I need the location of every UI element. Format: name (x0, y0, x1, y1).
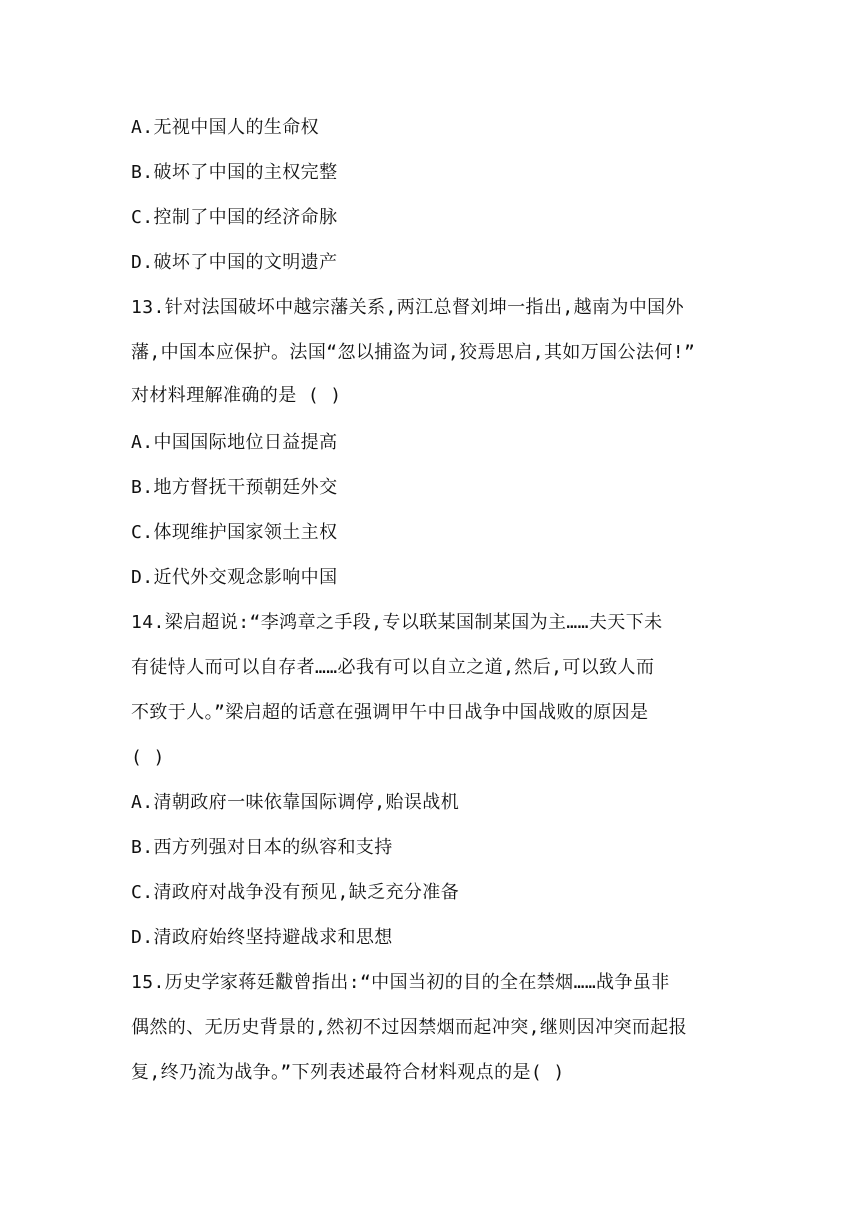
q13-stem-line-3: 对材料理解准确的是 ( ) (131, 385, 342, 406)
q12-option-d: D.破坏了中国的文明遗产 (131, 252, 338, 273)
q14-option-a: A.清朝政府一味依靠国际调停,贻误战机 (131, 792, 460, 813)
q14-option-b: B.西方列强对日本的纵容和支持 (131, 837, 393, 858)
q14-stem-line-2: 有徒恃人而可以自存者……必我有可以自立之道,然后,可以致人而 (131, 657, 655, 678)
q15-stem-line-1: 15.历史学家蒋廷黻曾指出:“中国当初的目的全在禁烟……战争虽非 (131, 972, 670, 993)
q12-option-a: A.无视中国人的生命权 (131, 117, 320, 138)
q13-option-c: C.体现维护国家领土主权 (131, 522, 338, 543)
q15-stem-line-2: 偶然的、无历史背景的,然初不过因禁烟而起冲突,继则因冲突而起报 (131, 1017, 688, 1038)
q12-option-c: C.控制了中国的经济命脉 (131, 207, 338, 228)
q14-stem-line-1: 14.梁启超说:“李鸿章之手段,专以联某国制某国为主……夫天下未 (131, 612, 663, 633)
q14-option-c: C.清政府对战争没有预见,缺乏充分准备 (131, 882, 460, 903)
q13-stem-line-2: 藩,中国本应保护。法国“忽以捕盗为词,狡焉思启,其如万国公法何!” (131, 342, 696, 363)
q13-stem-line-1: 13.针对法国破坏中越宗藩关系,两江总督刘坤一指出,越南为中国外 (131, 297, 684, 318)
q13-option-a: A.中国国际地位日益提高 (131, 432, 338, 453)
q13-option-d: D.近代外交观念影响中国 (131, 567, 338, 588)
q14-option-d: D.清政府始终坚持避战求和思想 (131, 927, 393, 948)
q14-stem-line-3: 不致于人。”梁启超的话意在强调甲午中日战争中国战败的原因是 (131, 702, 649, 723)
q14-stem-line-4: ( ) (131, 747, 165, 768)
q15-stem-line-3: 复,终乃流为战争。”下列表述最符合材料观点的是( ) (131, 1062, 565, 1083)
q12-option-b: B.破坏了中国的主权完整 (131, 162, 338, 183)
q13-option-b: B.地方督抚干预朝廷外交 (131, 477, 338, 498)
